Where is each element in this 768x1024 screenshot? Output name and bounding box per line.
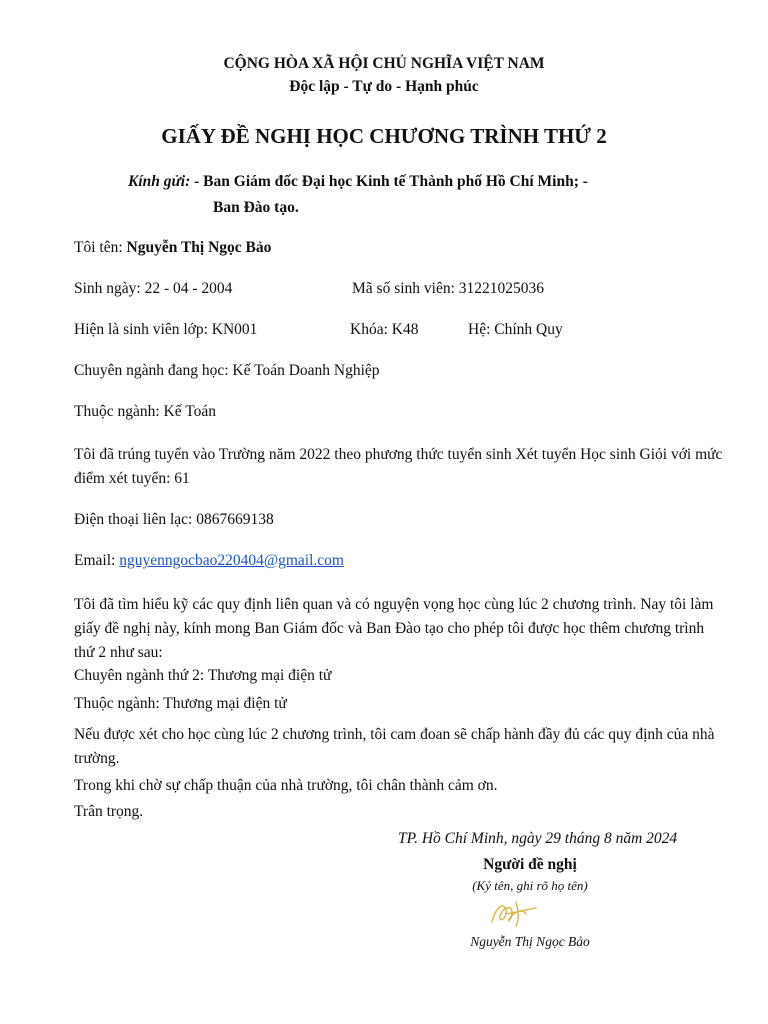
email-row bbox=[74, 552, 344, 570]
recipient-label: Kính gửi: bbox=[128, 173, 191, 190]
name-value: Nguyễn Thị Ngọc Bảo bbox=[126, 239, 272, 256]
second-faculty: Thuộc ngành: Thương mại điện tử bbox=[74, 695, 287, 712]
name-label: Tôi tên: bbox=[74, 239, 123, 256]
closing: Trân trọng. bbox=[74, 803, 144, 820]
country-header: CỘNG HÒA XÃ HỘI CHỦ NGHĨA VIỆT NAM bbox=[223, 55, 545, 72]
recipient-main: - Ban Giám đốc Đại học Kinh tế Thành phố Hồ Chí Minh; - bbox=[194, 173, 588, 190]
current-major: Chuyên ngành đang học: Kế Toán Doanh Nghiệp bbox=[74, 362, 380, 379]
recipient-line-2: Ban Đào tạo. bbox=[213, 199, 299, 216]
phone: Điện thoại liên lạc: 0867669138 bbox=[74, 511, 274, 528]
request-paragraph: Tôi đã tìm hiểu kỹ các quy định liên quan và có nguyện vọng học cùng lúc 2 chương trình. Nay tôi làm giấy đề nghị này, kính mong Ban Giám đốc và Ban Đào tạo cho phép tôi được học thêm chương trình thứ 2 như sau: bbox=[74, 596, 714, 661]
place-date: TP. Hồ Chí Minh, ngày 29 tháng 8 năm 2024 bbox=[398, 830, 678, 847]
email-link[interactable]: nguyenngocbao220404@gmail.com bbox=[119, 552, 344, 569]
cohort: Khóa: K48 bbox=[350, 321, 419, 338]
thanks: Trong khi chờ sự chấp thuận của nhà trường, tôi chân thành cảm ơn. bbox=[74, 777, 498, 794]
signer-name: Nguyễn Thị Ngọc Bảo bbox=[470, 934, 590, 949]
second-major: Chuyên ngành thứ 2: Thương mại điện tử bbox=[74, 667, 332, 684]
signer-role: Người đề nghị bbox=[483, 856, 577, 873]
email-label: Email: bbox=[74, 552, 116, 569]
faculty: Thuộc ngành: Kế Toán bbox=[74, 403, 216, 420]
admission-info: Tôi đã trúng tuyển vào Trường năm 2022 theo phương thức tuyển sinh Xét tuyển Học sinh Giỏi với mức điểm xét tuyển: 61 bbox=[74, 446, 723, 487]
commitment-paragraph: Nếu được xét cho học cùng lúc 2 chương trình, tôi cam đoan sẽ chấp hành đầy đủ các quy định của nhà trường. bbox=[74, 726, 715, 767]
document-title: GIẤY ĐỀ NGHỊ HỌC CHƯƠNG TRÌNH THỨ 2 bbox=[161, 124, 607, 148]
signer-instruction: (Ký tên, ghi rõ họ tên) bbox=[472, 878, 588, 893]
handwritten-signature bbox=[486, 896, 542, 930]
system: Hệ: Chính Quy bbox=[468, 321, 563, 338]
student-id: Mã số sinh viên: 31221025036 bbox=[352, 280, 545, 297]
class: Hiện là sinh viên lớp: KN001 bbox=[74, 321, 258, 338]
dob: Sinh ngày: 22 - 04 - 2004 bbox=[74, 280, 233, 297]
recipient-line-1 bbox=[128, 173, 588, 191]
name-row bbox=[74, 239, 271, 257]
motto: Độc lập - Tự do - Hạnh phúc bbox=[289, 78, 479, 95]
